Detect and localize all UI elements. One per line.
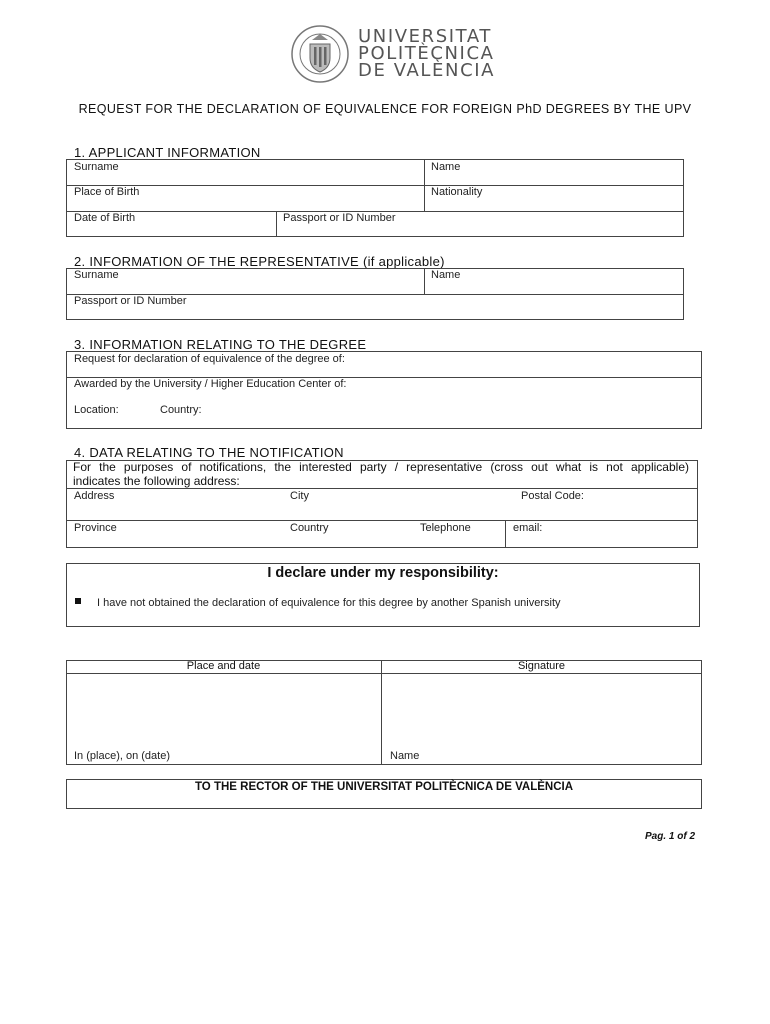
applicant-date-of-birth-field[interactable]: Date of Birth	[74, 212, 136, 224]
notification-intro-line-1: For the purposes of notifications, the interested party / representative (cross out what is not applicable)	[73, 460, 689, 474]
divider	[66, 673, 702, 674]
province-field[interactable]: Province	[74, 522, 117, 534]
divider	[381, 660, 382, 765]
representative-surname-field[interactable]: Surname	[74, 269, 119, 281]
email-field[interactable]: email:	[513, 522, 543, 534]
applicant-name-field[interactable]: Name	[431, 161, 461, 173]
addressee-text: TO THE RECTOR OF THE UNIVERSITAT POLITÈCNICA DE VALÈNCIA	[194, 781, 574, 793]
divider	[505, 520, 506, 548]
notification-intro-line-2: indicates the following address:	[73, 474, 240, 488]
signature-name-field[interactable]: Name	[390, 750, 420, 762]
logo-line-1: UNIVERSITAT	[358, 26, 492, 47]
declaration-bullet-icon	[75, 598, 81, 604]
section-3-heading: 3. INFORMATION RELATING TO THE DEGREE	[74, 337, 367, 352]
divider	[66, 185, 684, 186]
declaration-heading: I declare under my responsibility:	[267, 565, 499, 581]
city-field[interactable]: City	[290, 490, 309, 502]
section-2-heading: 2. INFORMATION OF THE REPRESENTATIVE (if applicable)	[74, 254, 445, 269]
applicant-surname-field[interactable]: Surname	[74, 161, 119, 173]
applicant-nationality-field[interactable]: Nationality	[431, 186, 483, 198]
divider	[66, 520, 698, 521]
postal-code-field[interactable]: Postal Code:	[521, 490, 584, 502]
representative-passport-field[interactable]: Passport or ID Number	[74, 295, 187, 307]
address-field[interactable]: Address	[74, 490, 115, 502]
degree-country-field[interactable]: Country:	[160, 404, 202, 416]
university-seal-icon	[290, 24, 350, 84]
place-date-header: Place and date	[186, 660, 261, 672]
applicant-info-table	[66, 159, 684, 237]
section-1-heading: 1. APPLICANT INFORMATION	[74, 145, 261, 160]
place-date-field[interactable]: In (place), on (date)	[74, 750, 170, 762]
document-title: REQUEST FOR THE DECLARATION OF EQUIVALENCE FOR FOREIGN PhD DEGREES BY THE UPV	[78, 102, 692, 116]
logo-line-2: POLITÈCNICA	[358, 43, 495, 64]
applicant-passport-field[interactable]: Passport or ID Number	[283, 212, 396, 224]
divider	[424, 268, 425, 294]
signature-header: Signature	[517, 660, 566, 672]
logo-line-3: DE VALÈNCIA	[358, 60, 496, 81]
divider	[424, 159, 425, 211]
divider	[66, 488, 698, 489]
declaration-item[interactable]: I have not obtained the declaration of equivalence for this degree by another Spanish university	[97, 597, 561, 609]
location-field[interactable]: Location:	[74, 404, 119, 416]
section-4-heading: 4. DATA RELATING TO THE NOTIFICATION	[74, 445, 344, 460]
divider	[276, 211, 277, 237]
awarded-by-field[interactable]: Awarded by the University / Higher Education Center of:	[74, 378, 347, 390]
applicant-place-of-birth-field[interactable]: Place of Birth	[74, 186, 140, 198]
representative-name-field[interactable]: Name	[431, 269, 461, 281]
notification-country-field[interactable]: Country	[290, 522, 329, 534]
degree-request-field[interactable]: Request for declaration of equivalence of the degree of:	[74, 353, 345, 365]
page-number: Pag. 1 of 2	[644, 831, 695, 842]
telephone-field[interactable]: Telephone	[420, 522, 471, 534]
